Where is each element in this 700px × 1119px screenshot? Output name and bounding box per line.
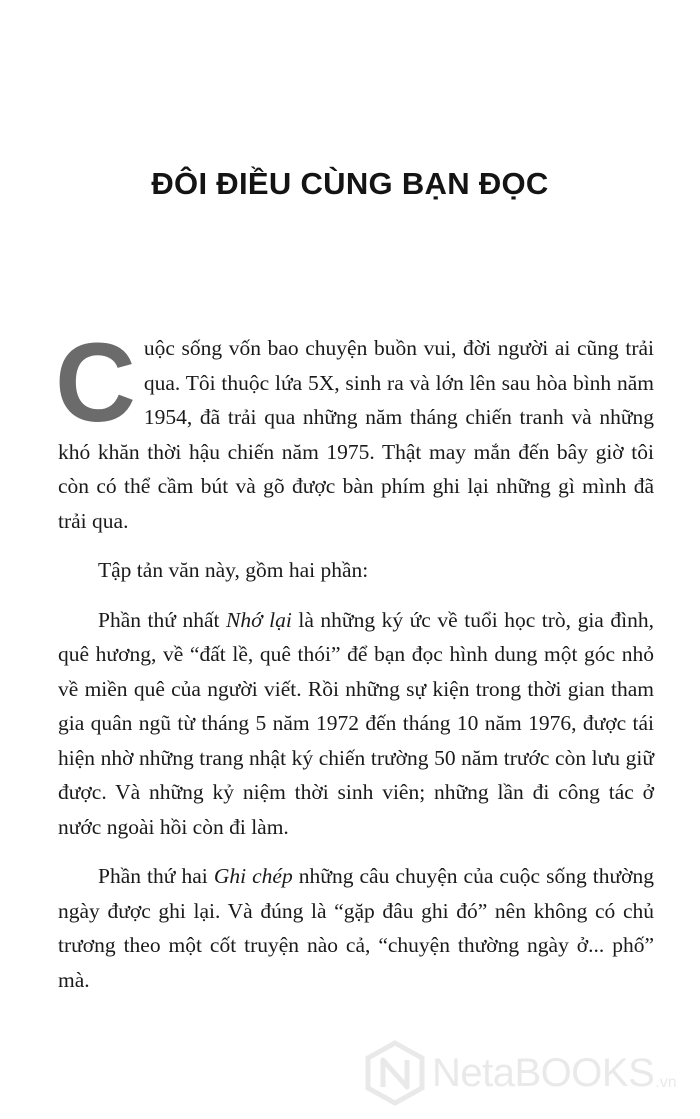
part-two-title: Ghi chép	[213, 864, 293, 888]
paragraph-part-one	[58, 603, 654, 845]
watermark-brand: NetaBOOKS	[432, 1050, 655, 1095]
watermark	[364, 1038, 700, 1108]
netabooks-logo-icon	[364, 1040, 426, 1106]
drop-cap: C	[55, 320, 136, 445]
paragraph-intro	[55, 320, 654, 538]
watermark-suffix: .vn	[655, 1074, 677, 1091]
paragraph-intro-text: uộc sống vốn bao chuyện buồn vui, đời người ai cũng trải qua. Tôi thuộc lứa 5X, sinh ra và lớn lên sau hòa bình năm 1954, đã trải qua những năm tháng chiến tranh và những khó khăn thời hậu chiến năm 1975. Thật may mắn đến bây giờ tôi còn có thể cầm bút và gõ được bàn phím ghi lại những gì mình đã trải qua.	[58, 336, 654, 533]
paragraph-part-two	[58, 859, 654, 997]
part-two-lead: Phần thứ hai	[98, 864, 214, 888]
part-one-lead: Phần thứ nhất	[98, 607, 227, 632]
page-title: ĐÔI ĐIỀU CÙNG BẠN ĐỌC	[151, 166, 549, 201]
paragraph-collection-overview: Tập tản văn này, gồm hai phần:	[98, 558, 369, 582]
part-one-text: là những ký ức về tuổi học trò, gia đình, quê hương, về “đất lề, quê thói” để bạn đọc hình dung một góc nhỏ về miền quê của người viết. Rồi những sự kiện trong thời gian tham gia quân ngũ từ tháng 5 năm 1972 đến tháng 10 năm 1976, được tái hiện nhờ những trang nhật ký chiến trường 50 năm trước còn lưu giữ được. Và những kỷ niệm thời sinh viên; những lần đi công tác ở nước ngoài hồi còn đi làm.	[58, 607, 654, 839]
part-two-text: những câu chuyện của cuộc sống thường ngày được ghi lại. Và đúng là “gặp đâu ghi đó” nên không có chủ trương theo một cốt truyện nào cả, “chuyện thường ngày ở... phố” mà.	[58, 864, 654, 992]
body-text	[55, 320, 654, 1012]
part-one-title: Nhớ lại	[226, 607, 292, 632]
